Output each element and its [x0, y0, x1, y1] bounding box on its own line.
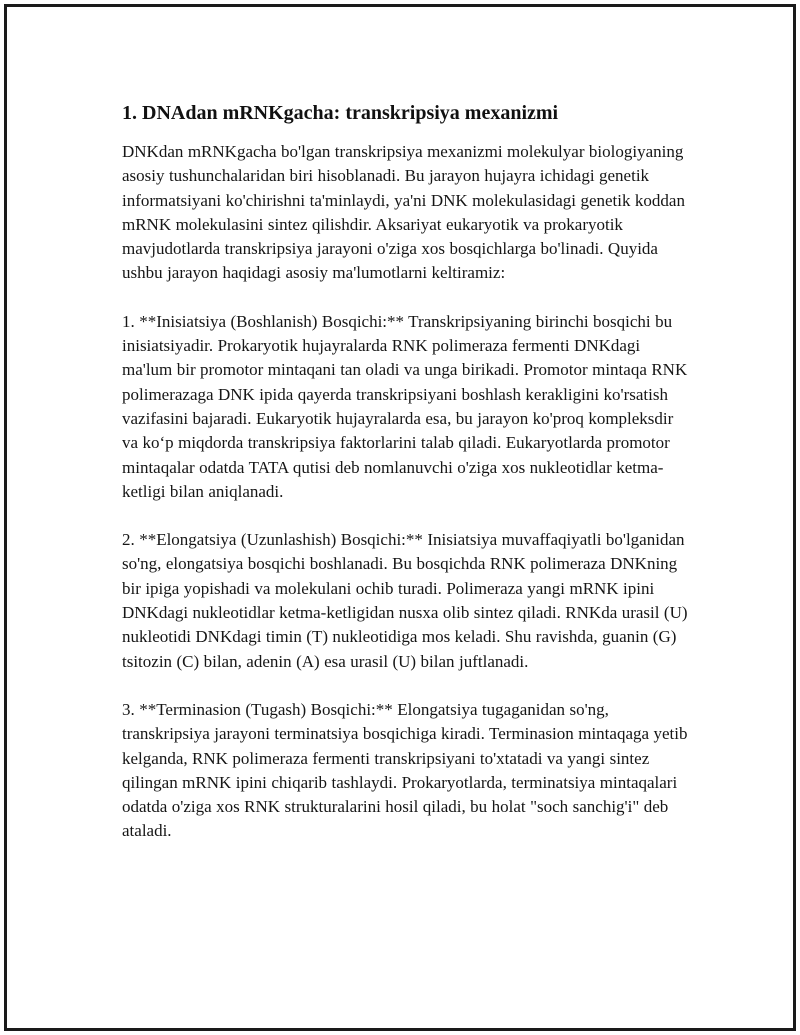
document-body: [122, 99, 692, 868]
intro-paragraph: DNKdan mRNKgacha bo'lgan transkripsiya mexanizmi molekulyar biologiyaning asosiy tushunchalaridan biri hisoblanadi. Bu jarayon hujayra ichidagi genetik informatsiyani ko'chirishni ta'minlaydi, ya'ni DNK molekulasidagi genetik koddan mRNK molekulasini sintez qilishdir. Aksariyat eukaryotik va prokaryotik mavjudotlarda transkripsiya jarayoni o'ziga xos bosqichlarga bo'linadi. Quyida ushbu jarayon haqidagi asosiy ma'lumotlarni keltiramiz:: [122, 142, 685, 283]
termination-paragraph: 3. **Terminasion (Tugash) Bosqichi:** Elongatsiya tugaganidan so'ng, transkripsiya jarayoni terminatsiya bosqichiga kiradi. Terminasion mintaqaga yetib kelganda, RNK polimeraza fermenti transkripsiyani to'xtatadi va yangi sintez qilingan mRNK ipini chiqarib tashlaydi. Prokaryotlarda, terminatsiya mintaqalari odatda o'ziga xos RNK strukturalarini hosil qiladi, bu holat "soch sanchig'i" deb ataladi.: [122, 699, 688, 841]
page-frame: [4, 4, 796, 1031]
initiation-paragraph: 1. **Inisiatsiya (Boshlanish) Bosqichi:** Transkripsiyaning birinchi bosqichi bu inisiatsiyadir. Prokaryotik hujayralarda RNK polimeraza fermenti DNKdagi ma'lum bir promotor mintaqani tan oladi va unga birikadi. Promotor mintaqa RNK polimerazaga DNK ipida qayerda transkripsiyani boshlash kerakligini ko'rsatish vazifasini bajaradi. Eukaryotik hujayralarda esa, bu jarayon ko'proq kompleksdir va ko‘p miqdorda transkripsiya faktorlarini talab qiladi. Eukaryotlarda promotor mintaqalar odatda TATA qutisi deb nomlanuvchi o'ziga xos nukleotidlar ketma-ketligi bilan aniqlanadi.: [122, 311, 688, 501]
section-heading: 1. DNAdan mRNKgacha: transkripsiya mexanizmi: [122, 102, 559, 124]
elongation-paragraph: 2. **Elongatsiya (Uzunlashish) Bosqichi:** Inisiatsiya muvaffaqiyatli bo'lganidan so'ng, elongatsiya bosqichi boshlanadi. Bu bosqichda RNK polimeraza DNKning bir ipiga yopishadi va molekulani ochib turadi. Polimeraza yangi mRNK ipini DNKdagi nukleotidlar ketma-ketligidan nusxa olib sintez qiladi. RNKda urasil (U) nukleotidi DNKdagi timin (T) nukleotidiga mos keladi. Shu ravishda, guanin (G) tsitozin (C) bilan, adenin (A) esa urasil (U) bilan juftlanadi.: [122, 530, 688, 671]
